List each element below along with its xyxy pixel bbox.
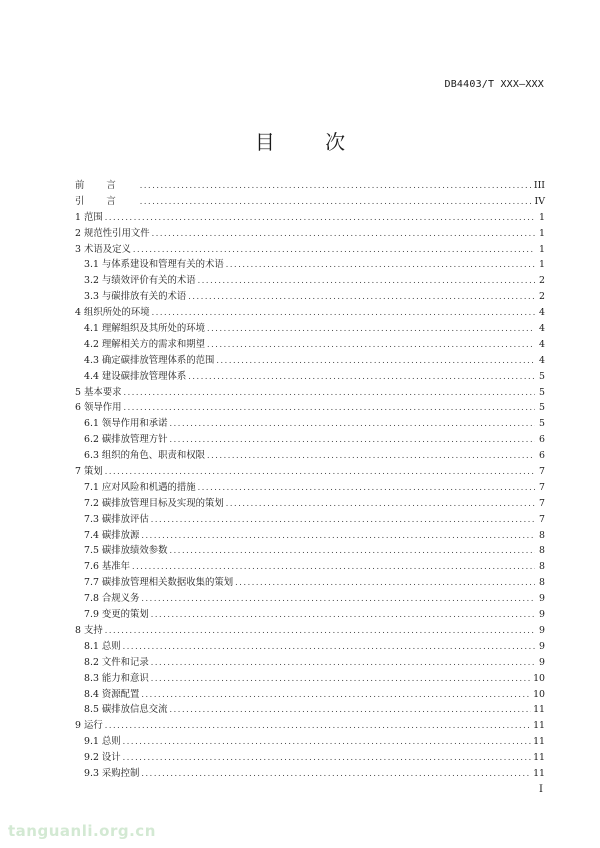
toc-entry-page: 5 bbox=[539, 386, 545, 398]
toc-entry-label: 7.3 碳排放评估 bbox=[84, 513, 149, 525]
toc-leader-dots bbox=[170, 702, 532, 718]
toc-entry-page: 11 bbox=[533, 720, 545, 732]
page-number: I bbox=[539, 784, 543, 795]
toc-leader-dots bbox=[151, 512, 535, 528]
toc-entry[interactable] bbox=[75, 639, 545, 655]
toc-entry-page: IV bbox=[534, 195, 545, 207]
toc-entry-page: 8 bbox=[539, 545, 545, 557]
toc-entry-label: 8 支持 bbox=[75, 624, 103, 636]
toc-entry-label: 9 运行 bbox=[75, 720, 103, 732]
toc-entry-label: 7.6 基准年 bbox=[84, 561, 131, 573]
toc-entry[interactable] bbox=[75, 385, 545, 401]
toc-leader-dots bbox=[140, 194, 533, 210]
toc-leader-dots bbox=[198, 273, 535, 289]
toc-leader-dots bbox=[152, 305, 535, 321]
toc-leader-dots bbox=[123, 400, 535, 416]
toc-entry[interactable] bbox=[75, 353, 545, 369]
toc-leader-dots bbox=[198, 480, 535, 496]
toc-entry-label: 9.1 总则 bbox=[84, 736, 121, 748]
toc-entry[interactable] bbox=[75, 718, 545, 734]
toc-entry-label: 8.2 文件和记录 bbox=[84, 656, 149, 668]
toc-leader-dots bbox=[235, 575, 535, 591]
toc-entry[interactable] bbox=[75, 528, 545, 544]
toc-entry[interactable] bbox=[75, 480, 545, 496]
toc-entry[interactable] bbox=[75, 543, 545, 559]
toc-entry-label: 7.4 碳排放源 bbox=[84, 529, 140, 541]
toc-entry-page: 11 bbox=[533, 736, 545, 748]
toc-entry-page: 5 bbox=[539, 402, 545, 414]
toc-leader-dots bbox=[188, 369, 535, 385]
toc-entry-label: 7.7 碳排放管理相关数据收集的策划 bbox=[84, 577, 234, 589]
toc-entry-page: 8 bbox=[539, 577, 545, 589]
toc-leader-dots bbox=[123, 750, 531, 766]
toc-entry[interactable] bbox=[75, 448, 545, 464]
toc-entry-label: 3 术语及定义 bbox=[75, 243, 131, 255]
toc-leader-dots bbox=[105, 718, 531, 734]
toc-entry-label: 3.3 与碳排放有关的术语 bbox=[84, 291, 187, 303]
toc-leader-dots bbox=[226, 496, 535, 512]
toc-leader-dots bbox=[152, 226, 535, 242]
toc-entry-label: 3.2 与绩效评价有关的术语 bbox=[84, 275, 196, 287]
toc-entry[interactable] bbox=[75, 210, 545, 226]
toc-entry-label: 7.1 应对风险和机遇的措施 bbox=[84, 481, 196, 493]
toc-entry-label: 6.2 碳排放管理方针 bbox=[84, 434, 168, 446]
toc-leader-dots bbox=[151, 607, 535, 623]
toc-entry-page: 6 bbox=[539, 450, 545, 462]
toc-entry-page: 2 bbox=[539, 291, 545, 303]
toc-entry-label: 2 规范性引用文件 bbox=[75, 227, 150, 239]
toc-entry-label: 5 基本要求 bbox=[75, 386, 122, 398]
toc-entry[interactable] bbox=[75, 178, 545, 194]
toc-entry-label: 7.9 变更的策划 bbox=[84, 609, 149, 621]
toc-entry-label: 1 范围 bbox=[75, 211, 103, 223]
toc-entry-page: 10 bbox=[533, 672, 545, 684]
toc-entry-label: 7.8 合规义务 bbox=[84, 593, 140, 605]
toc-entry-label: 前言 bbox=[75, 180, 138, 191]
toc-entry[interactable] bbox=[75, 305, 545, 321]
toc-entry-page: 8 bbox=[539, 529, 545, 541]
toc-entry[interactable] bbox=[75, 591, 545, 607]
toc-leader-dots bbox=[151, 655, 535, 671]
toc-leader-dots bbox=[132, 559, 535, 575]
toc-entry-page: 7 bbox=[539, 466, 545, 478]
toc-entry-page: 5 bbox=[539, 370, 545, 382]
toc-entry-label: 6 领导作用 bbox=[75, 402, 122, 414]
toc-entry-page: 7 bbox=[539, 481, 545, 493]
toc-entry-page: 11 bbox=[533, 767, 545, 779]
toc-entry-page: 5 bbox=[539, 418, 545, 430]
toc-entry-page: 1 bbox=[539, 243, 545, 255]
toc-leader-dots bbox=[188, 289, 535, 305]
toc-entry-page: III bbox=[533, 180, 545, 191]
toc-entry-page: 6 bbox=[539, 434, 545, 446]
toc-entry[interactable] bbox=[75, 289, 545, 305]
toc-entry-label: 7.2 碳排放管理目标及实现的策划 bbox=[84, 497, 224, 509]
page-title: 目 次 bbox=[254, 130, 368, 154]
toc-leader-dots bbox=[141, 591, 535, 607]
toc-entry[interactable] bbox=[75, 702, 545, 718]
toc-entry-label: 9.3 采购控制 bbox=[84, 767, 140, 779]
toc-entry[interactable] bbox=[75, 242, 545, 258]
toc-entry[interactable] bbox=[75, 750, 545, 766]
toc-entry-label: 4.4 建设碳排放管理体系 bbox=[84, 370, 187, 382]
toc-entry-page: 1 bbox=[539, 259, 545, 271]
toc-entry-label: 4.2 理解相关方的需求和期望 bbox=[84, 338, 206, 350]
toc-entry[interactable] bbox=[75, 655, 545, 671]
toc-entry-label: 8.1 总则 bbox=[84, 640, 121, 652]
toc-entry[interactable] bbox=[75, 337, 545, 353]
toc-entry-page: 4 bbox=[539, 338, 545, 350]
toc-entry[interactable] bbox=[75, 623, 545, 639]
toc-entry[interactable] bbox=[75, 416, 545, 432]
toc-entry[interactable] bbox=[75, 671, 545, 687]
toc-entry[interactable] bbox=[75, 766, 545, 782]
toc-entry-page: 4 bbox=[539, 307, 545, 319]
toc-entry-page: 8 bbox=[539, 561, 545, 573]
toc-leader-dots bbox=[170, 432, 535, 448]
toc-entry-page: 9 bbox=[539, 593, 545, 605]
toc-entry[interactable] bbox=[75, 432, 545, 448]
toc-entry-page: 11 bbox=[533, 704, 545, 716]
toc-entry-page: 10 bbox=[533, 688, 545, 700]
toc-leader-dots bbox=[216, 353, 535, 369]
toc-leader-dots bbox=[226, 257, 535, 273]
toc-leader-dots bbox=[141, 528, 535, 544]
toc-entry-page: 9 bbox=[539, 640, 545, 652]
toc-entry-page: 1 bbox=[539, 227, 545, 239]
toc-entry[interactable] bbox=[75, 273, 545, 289]
toc-leader-dots bbox=[133, 242, 535, 258]
toc-leader-dots bbox=[105, 623, 535, 639]
toc-entry-page: 11 bbox=[533, 752, 545, 764]
toc-entry-label: 4.3 确定碳排放管理体系的范围 bbox=[84, 354, 215, 366]
toc-entry[interactable] bbox=[75, 607, 545, 623]
toc-entry-label: 4.1 理解组织及其所处的环境 bbox=[84, 323, 206, 335]
toc-entry[interactable] bbox=[75, 512, 545, 528]
toc-entry-label: 6.1 领导作用和承诺 bbox=[84, 418, 168, 430]
toc-entry-label: 8.4 资源配置 bbox=[84, 688, 140, 700]
toc-entry-label: 引言 bbox=[75, 195, 138, 207]
toc-entry-page: 9 bbox=[539, 656, 545, 668]
toc-entry-label: 3.1 与体系建设和管理有关的术语 bbox=[84, 259, 224, 271]
toc-entry-page: 7 bbox=[539, 497, 545, 509]
watermark: tanguanli.org.cn bbox=[8, 822, 156, 840]
toc-leader-dots bbox=[207, 448, 535, 464]
toc-entry[interactable] bbox=[75, 559, 545, 575]
toc-entry-page: 9 bbox=[539, 624, 545, 636]
toc-entry-label: 8.3 能力和意识 bbox=[84, 672, 149, 684]
toc-leader-dots bbox=[105, 464, 535, 480]
toc-entry-label: 7 策划 bbox=[75, 466, 103, 478]
toc-entry[interactable] bbox=[75, 464, 545, 480]
toc-entry-label: 9.2 设计 bbox=[84, 752, 121, 764]
toc-entry[interactable] bbox=[75, 687, 545, 703]
toc-entry-label: 6.3 组织的角色、职责和权限 bbox=[84, 450, 206, 462]
table-of-contents bbox=[75, 178, 545, 782]
toc-leader-dots bbox=[105, 210, 535, 226]
toc-leader-dots bbox=[170, 543, 535, 559]
toc-leader-dots bbox=[123, 734, 531, 750]
toc-entry-page: 9 bbox=[539, 609, 545, 621]
toc-entry-label: 4 组织所处的环境 bbox=[75, 307, 150, 319]
toc-entry[interactable] bbox=[75, 496, 545, 512]
toc-entry[interactable] bbox=[75, 369, 545, 385]
toc-entry-label: 8.5 碳排放信息交流 bbox=[84, 704, 168, 716]
document-number: DB4403/T XXX—XXX bbox=[444, 79, 544, 90]
toc-leader-dots bbox=[170, 416, 535, 432]
toc-leader-dots bbox=[141, 687, 531, 703]
toc-entry-page: 7 bbox=[539, 513, 545, 525]
toc-entry-label: 7.5 碳排放绩效参数 bbox=[84, 545, 168, 557]
toc-entry[interactable] bbox=[75, 400, 545, 416]
toc-leader-dots bbox=[140, 178, 532, 194]
toc-entry[interactable] bbox=[75, 194, 545, 210]
toc-leader-dots bbox=[123, 639, 535, 655]
toc-entry[interactable] bbox=[75, 734, 545, 750]
toc-entry[interactable] bbox=[75, 226, 545, 242]
toc-entry-page: 4 bbox=[539, 323, 545, 335]
toc-leader-dots bbox=[207, 337, 535, 353]
toc-entry-page: 4 bbox=[539, 354, 545, 366]
toc-entry[interactable] bbox=[75, 321, 545, 337]
toc-leader-dots bbox=[123, 385, 535, 401]
toc-entry-page: 1 bbox=[539, 211, 545, 223]
toc-leader-dots bbox=[141, 766, 531, 782]
toc-entry-page: 2 bbox=[539, 275, 545, 287]
toc-entry[interactable] bbox=[75, 257, 545, 273]
toc-leader-dots bbox=[207, 321, 535, 337]
toc-entry[interactable] bbox=[75, 575, 545, 591]
toc-leader-dots bbox=[151, 671, 531, 687]
